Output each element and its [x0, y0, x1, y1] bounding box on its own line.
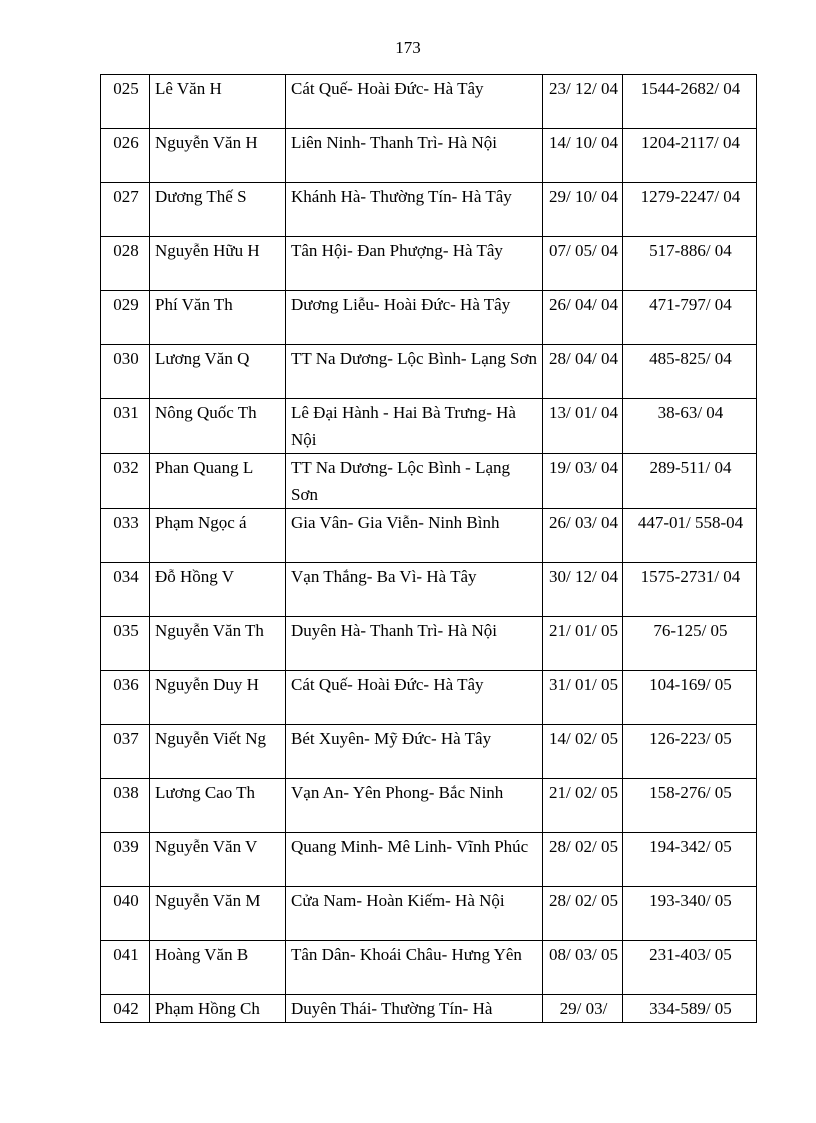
cell-address: Tân Dân- Khoái Châu- Hưng Yên	[286, 941, 543, 995]
cell-name: Đỗ Hồng V	[150, 563, 286, 617]
cell-ref: 126-223/ 05	[623, 725, 757, 779]
cell-ref: 1279-2247/ 04	[623, 183, 757, 237]
cell-name: Nông Quốc Th	[150, 399, 286, 454]
cell-date: 07/ 05/ 04	[543, 237, 623, 291]
cell-ref: 194-342/ 05	[623, 833, 757, 887]
cell-ref: 517-886/ 04	[623, 237, 757, 291]
cell-name: Phan Quang L	[150, 454, 286, 509]
cell-date: 29/ 10/ 04	[543, 183, 623, 237]
cell-name: Nguyễn Viết Ng	[150, 725, 286, 779]
table-row	[101, 887, 757, 941]
table-row	[101, 129, 757, 183]
table-row	[101, 671, 757, 725]
cell-date: 28/ 02/ 05	[543, 833, 623, 887]
table-row	[101, 563, 757, 617]
cell-id: 035	[101, 617, 150, 671]
cell-address: Cửa Nam- Hoàn Kiếm- Hà Nội	[286, 887, 543, 941]
cell-name: Nguyễn Văn H	[150, 129, 286, 183]
cell-ref: 447-01/ 558-04	[623, 509, 757, 563]
cell-address: Liên Ninh- Thanh Trì- Hà Nội	[286, 129, 543, 183]
cell-id: 038	[101, 779, 150, 833]
cell-date: 28/ 04/ 04	[543, 345, 623, 399]
cell-ref: 1204-2117/ 04	[623, 129, 757, 183]
cell-id: 025	[101, 75, 150, 129]
cell-id: 026	[101, 129, 150, 183]
table-row	[101, 291, 757, 345]
cell-date: 26/ 03/ 04	[543, 509, 623, 563]
cell-date: 21/ 02/ 05	[543, 779, 623, 833]
cell-ref: 193-340/ 05	[623, 887, 757, 941]
cell-address: Cát Quế- Hoài Đức- Hà Tây	[286, 75, 543, 129]
table-row	[101, 779, 757, 833]
cell-date: 13/ 01/ 04	[543, 399, 623, 454]
table-row	[101, 237, 757, 291]
cell-name: Phạm Hồng Ch	[150, 995, 286, 1023]
records-body	[101, 75, 757, 1023]
cell-id: 041	[101, 941, 150, 995]
cell-ref: 158-276/ 05	[623, 779, 757, 833]
cell-name: Nguyễn Duy H	[150, 671, 286, 725]
cell-ref: 485-825/ 04	[623, 345, 757, 399]
table-row	[101, 725, 757, 779]
cell-id: 034	[101, 563, 150, 617]
cell-date: 31/ 01/ 05	[543, 671, 623, 725]
cell-address: Vạn Thắng- Ba Vì- Hà Tây	[286, 563, 543, 617]
cell-id: 037	[101, 725, 150, 779]
cell-ref: 76-125/ 05	[623, 617, 757, 671]
cell-address: Duyên Hà- Thanh Trì- Hà Nội	[286, 617, 543, 671]
cell-ref: 1544-2682/ 04	[623, 75, 757, 129]
cell-date: 19/ 03/ 04	[543, 454, 623, 509]
cell-address: Lê Đại Hành - Hai Bà Trưng- Hà Nội	[286, 399, 543, 454]
table-row	[101, 833, 757, 887]
cell-ref: 1575-2731/ 04	[623, 563, 757, 617]
cell-id: 027	[101, 183, 150, 237]
cell-name: Nguyễn Văn Th	[150, 617, 286, 671]
cell-address: Gia Vân- Gia Viễn- Ninh Bình	[286, 509, 543, 563]
table-row	[101, 454, 757, 509]
cell-id: 028	[101, 237, 150, 291]
cell-id: 042	[101, 995, 150, 1023]
cell-name: Lương Văn Q	[150, 345, 286, 399]
cell-date: 08/ 03/ 05	[543, 941, 623, 995]
cell-id: 036	[101, 671, 150, 725]
cell-name: Phạm Ngọc á	[150, 509, 286, 563]
cell-id: 040	[101, 887, 150, 941]
cell-address: TT Na Dương- Lộc Bình - Lạng Sơn	[286, 454, 543, 509]
cell-ref: 334-589/ 05	[623, 995, 757, 1023]
cell-ref: 38-63/ 04	[623, 399, 757, 454]
cell-ref: 471-797/ 04	[623, 291, 757, 345]
records-table	[100, 74, 757, 1023]
cell-ref: 231-403/ 05	[623, 941, 757, 995]
cell-address: Cát Quế- Hoài Đức- Hà Tây	[286, 671, 543, 725]
cell-date: 14/ 10/ 04	[543, 129, 623, 183]
table-row	[101, 941, 757, 995]
cell-address: Khánh Hà- Thường Tín- Hà Tây	[286, 183, 543, 237]
cell-address: Duyên Thái- Thường Tín- Hà	[286, 995, 543, 1023]
cell-date: 21/ 01/ 05	[543, 617, 623, 671]
table-row	[101, 509, 757, 563]
cell-id: 039	[101, 833, 150, 887]
cell-address: TT Na Dương- Lộc Bình- Lạng Sơn	[286, 345, 543, 399]
cell-name: Nguyễn Văn M	[150, 887, 286, 941]
page-number: 173	[395, 38, 421, 57]
cell-name: Phí Văn Th	[150, 291, 286, 345]
cell-id: 030	[101, 345, 150, 399]
cell-date: 29/ 03/	[543, 995, 623, 1023]
table-row	[101, 75, 757, 129]
cell-name: Lê Văn H	[150, 75, 286, 129]
table-row	[101, 617, 757, 671]
cell-address: Dương Liễu- Hoài Đức- Hà Tây	[286, 291, 543, 345]
cell-name: Hoàng Văn B	[150, 941, 286, 995]
cell-ref: 289-511/ 04	[623, 454, 757, 509]
cell-ref: 104-169/ 05	[623, 671, 757, 725]
cell-id: 029	[101, 291, 150, 345]
cell-date: 14/ 02/ 05	[543, 725, 623, 779]
table-row	[101, 345, 757, 399]
cell-address: Bét Xuyên- Mỹ Đức- Hà Tây	[286, 725, 543, 779]
cell-address: Quang Minh- Mê Linh- Vĩnh Phúc	[286, 833, 543, 887]
cell-id: 033	[101, 509, 150, 563]
cell-id: 031	[101, 399, 150, 454]
cell-name: Dương Thế S	[150, 183, 286, 237]
cell-name: Nguyễn Hữu H	[150, 237, 286, 291]
cell-date: 26/ 04/ 04	[543, 291, 623, 345]
cell-date: 23/ 12/ 04	[543, 75, 623, 129]
cell-date: 28/ 02/ 05	[543, 887, 623, 941]
cell-id: 032	[101, 454, 150, 509]
table-row	[101, 995, 757, 1023]
cell-date: 30/ 12/ 04	[543, 563, 623, 617]
cell-name: Lương Cao Th	[150, 779, 286, 833]
table-row	[101, 183, 757, 237]
cell-address: Vạn An- Yên Phong- Bắc Ninh	[286, 779, 543, 833]
cell-name: Nguyễn Văn V	[150, 833, 286, 887]
cell-address: Tân Hội- Đan Phượng- Hà Tây	[286, 237, 543, 291]
table-row	[101, 399, 757, 454]
